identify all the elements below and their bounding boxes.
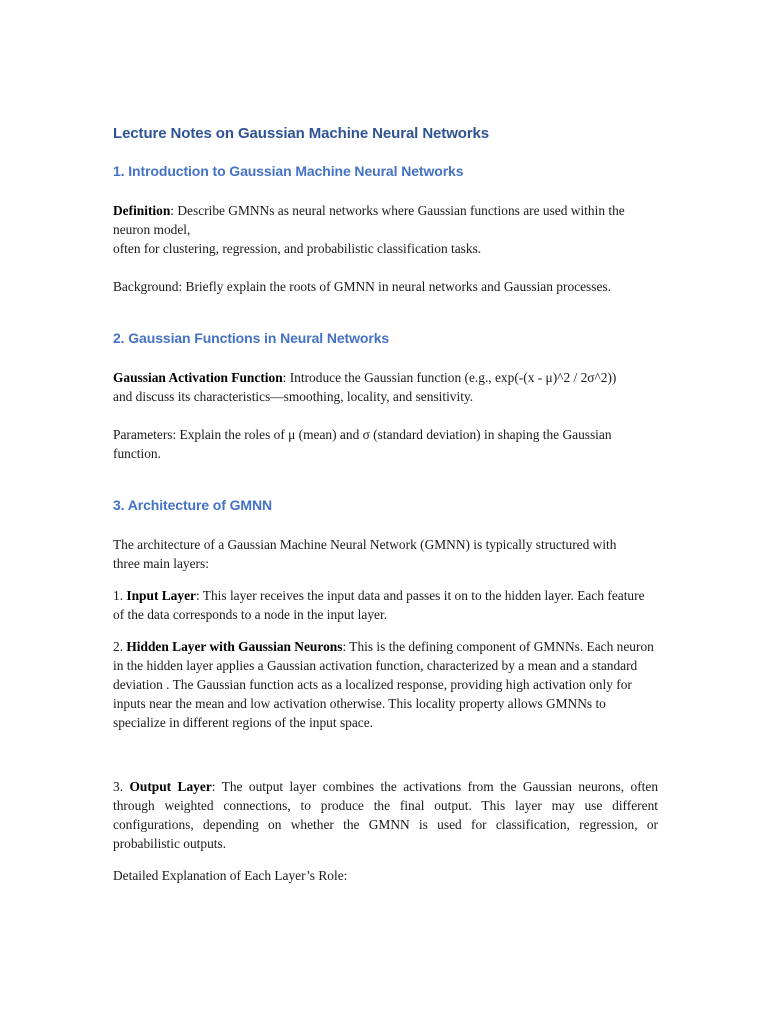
activation-text: : Introduce the Gaussian function (e.g., exp(-(x - μ)^2 / 2σ^2)) and discuss its characteristics—smoothing, locality, and sensitivity. xyxy=(113,370,617,404)
output-layer-number: 3. xyxy=(113,779,130,794)
input-layer-paragraph xyxy=(113,586,658,624)
input-layer-number: 1. xyxy=(113,588,127,603)
section-heading-introduction: 1. Introduction to Gaussian Machine Neural Networks xyxy=(113,163,464,179)
hidden-layer-label: Hidden Layer with Gaussian Neurons xyxy=(126,639,343,654)
parameters-paragraph: Parameters: Explain the roles of μ (mean) and σ (standard deviation) in shaping the Gaussian function. xyxy=(113,427,612,461)
section-heading-architecture: 3. Architecture of GMNN xyxy=(113,497,272,513)
detailed-explanation-line: Detailed Explanation of Each Layer’s Role: xyxy=(113,868,348,883)
input-layer-text: : This layer receives the input data and passes it on to the hidden layer. Each feature of the data corresponds to a node in the input layer. xyxy=(113,588,645,622)
hidden-layer-number: 2. xyxy=(113,639,127,654)
definition-label: Definition xyxy=(113,203,171,218)
hidden-layer-text: : This is the defining component of GMNNs. Each neuron in the hidden layer applies a Gaussian activation function, characterized by a mean and a standard deviation . The Gaussian function acts as a localized response, providing high activation only for inputs near the mean and low activation otherwise. This locality property allows GMNNs to specialize in different regions of the input space. xyxy=(113,639,654,730)
output-layer-label: Output Layer xyxy=(129,779,212,794)
input-layer-label: Input Layer xyxy=(126,588,196,603)
document-title: Lecture Notes on Gaussian Machine Neural Networks xyxy=(113,125,490,142)
hidden-layer-paragraph xyxy=(113,637,658,732)
output-layer-paragraph xyxy=(113,777,658,853)
output-layer-text: : The output layer combines the activations from the Gaussian neurons, often through weighted connections, to produce the final output. This layer may use different configurations, depending on whether the GMNN is used for classification, regression, or probabilistic outputs. xyxy=(113,779,659,851)
document-body xyxy=(113,124,658,885)
activation-label: Gaussian Activation Function xyxy=(113,370,283,385)
background-paragraph: Background: Briefly explain the roots of GMNN in neural networks and Gaussian processes. xyxy=(113,279,611,294)
section-heading-gaussian-functions: 2. Gaussian Functions in Neural Networks xyxy=(113,330,390,346)
definition-text: : Describe GMNNs as neural networks where Gaussian functions are used within the neuron model, xyxy=(113,203,625,237)
architecture-intro-paragraph: The architecture of a Gaussian Machine Neural Network (GMNN) is typically structured with three main layers: xyxy=(113,537,617,571)
definition-paragraph xyxy=(113,201,658,258)
definition-text-continued: often for clustering, regression, and probabilistic classification tasks. xyxy=(113,241,482,256)
activation-paragraph xyxy=(113,368,625,406)
